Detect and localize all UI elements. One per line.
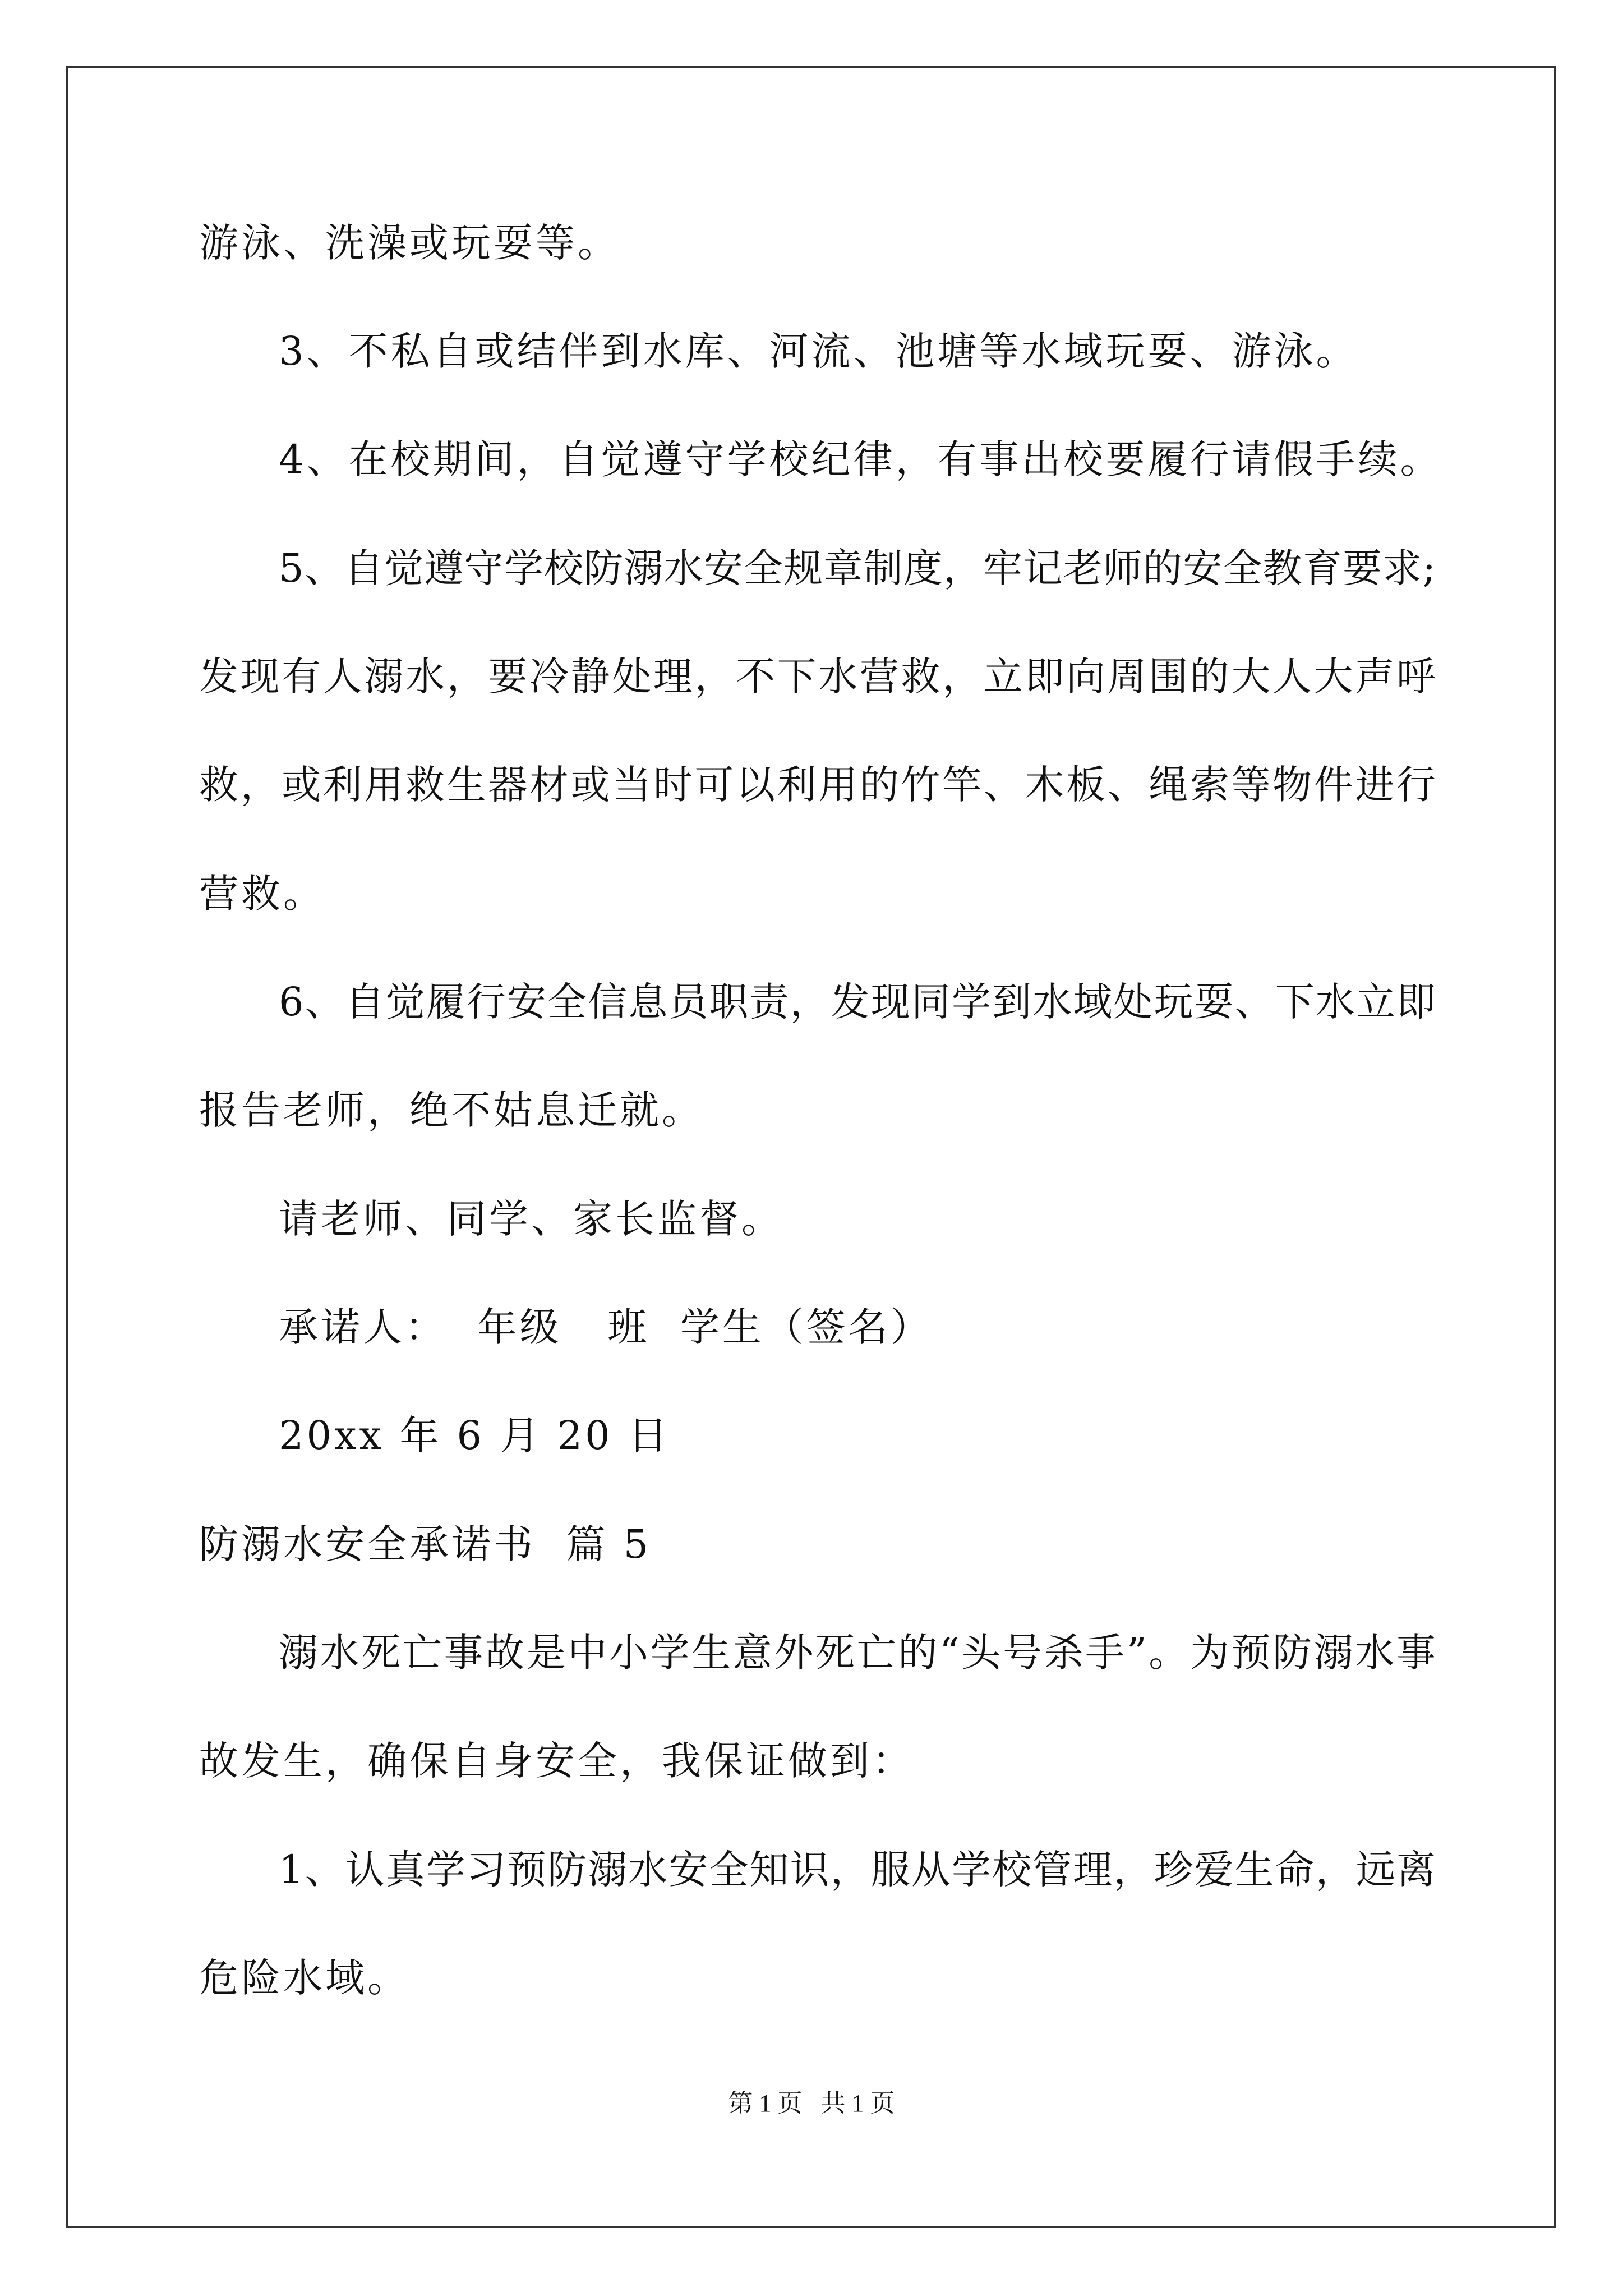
- paragraph-line: 危险水域。: [199, 1955, 409, 2001]
- paragraph-line: 营救。: [199, 871, 325, 917]
- signature-line: 承诺人： 年级 班 学生（签名）: [279, 1304, 933, 1350]
- page-footer: [0, 2087, 1623, 2120]
- paragraph-line: 救，或利用救生器材或当时可以利用的竹竿、木板、绳索等物件进行: [199, 762, 1436, 808]
- page-number: 第 1 页 共 1 页: [728, 2090, 895, 2117]
- paragraph-line: 5、自觉遵守学校防溺水安全规章制度，牢记老师的安全教育要求;: [279, 545, 1436, 591]
- paragraph-line: 4、在校期间，自觉遵守学校纪律，有事出校要履行请假手续。: [279, 436, 1442, 482]
- paragraph-line: 报告老师，绝不姑息迁就。: [199, 1087, 704, 1133]
- paragraph-line: 溺水死亡事故是中小学生意外死亡的“头号杀手”。为预防溺水事: [279, 1630, 1436, 1676]
- page-border: [66, 66, 1556, 2228]
- paragraph-line: 故发生，确保自身安全，我保证做到：: [199, 1738, 914, 1784]
- paragraph-line: 游泳、洗澡或玩耍等。: [199, 220, 620, 266]
- paragraph-line: 1、认真学习预防溺水安全知识，服从学校管理，珍爱生命，远离: [279, 1847, 1436, 1893]
- date-line: 20xx 年 6 月 20 日: [279, 1412, 670, 1458]
- section-heading: 防溺水安全承诺书 篇 5: [199, 1521, 652, 1567]
- paragraph-line: 3、不私自或结伴到水库、河流、池塘等水域玩耍、游泳。: [279, 328, 1358, 374]
- paragraph-line: 发现有人溺水，要冷静处理，不下水营救，立即向周围的大人大声呼: [199, 654, 1436, 700]
- paragraph-line: 请老师、同学、家长监督。: [279, 1196, 783, 1242]
- paragraph-line: 6、自觉履行安全信息员职责，发现同学到水域处玩耍、下水立即: [279, 979, 1436, 1025]
